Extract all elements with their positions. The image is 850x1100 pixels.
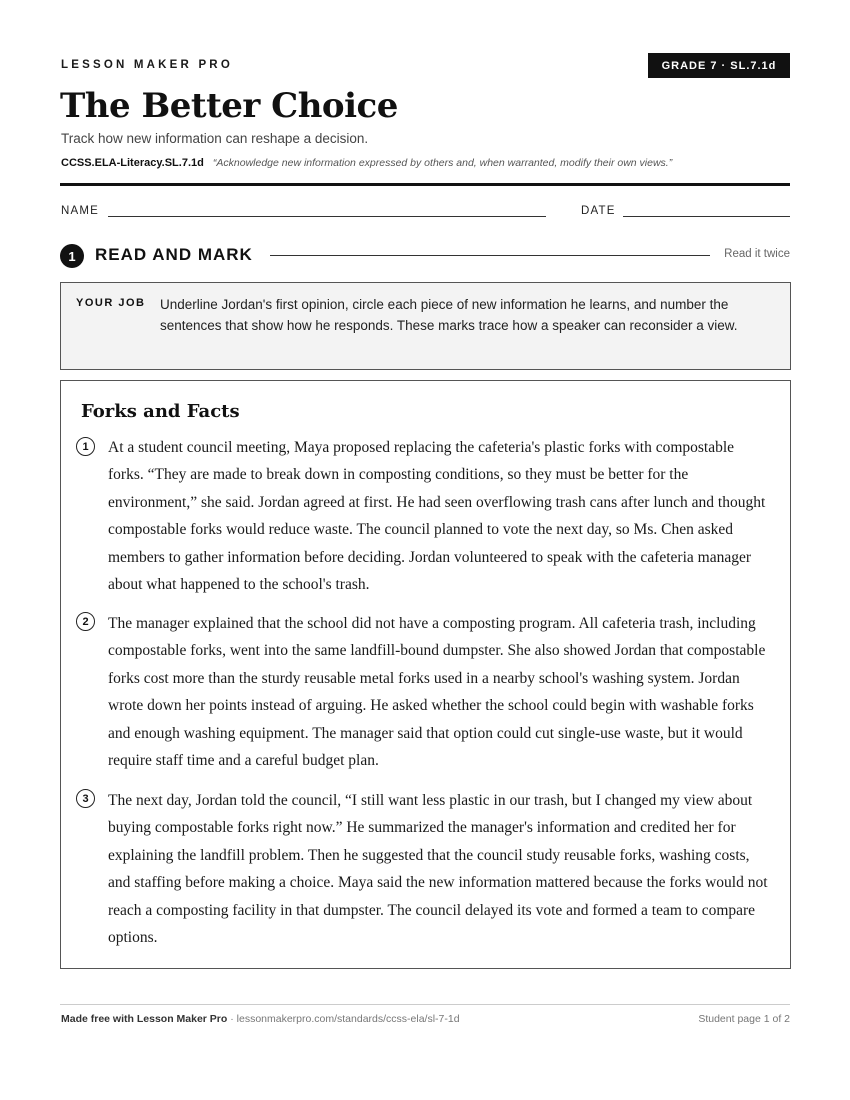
reading-passage: [60, 380, 791, 969]
date-field[interactable]: [623, 216, 790, 217]
paragraph-number: 1: [76, 437, 95, 456]
paragraph-2: The manager explained that the school did not have a composting program. All cafeteria trash, including compostable forks, went into the same landfill-bound dumpster. She also showed Jordan that compostable forks cost more than the sturdy reusable metal forks used in a nearby school's washing system. Jordan wrote down her points instead of arguing. He asked whether the school could begin with washable forks and enough washing equipment. The manager said that option could cut single-use waste, but it would require staff time and a careful budget plan.: [108, 615, 766, 770]
brand-name: LESSON MAKER PRO: [61, 59, 233, 71]
paragraph-number: 2: [76, 612, 95, 631]
paragraph-3: The next day, Jordan told the council, “I still want less plastic in our trash, but I changed my view about buying compostable forks right now.” He summarized the manager's information and credited her for explaining the landfill problem. Then he suggested that the council study reusable forks, washing costs, and staffing before making a choice. Maya said the new information mattered because the forks would not reach a composting facility in that dumpster. The council delayed its vote and formed a team to compare options.: [108, 792, 768, 947]
paragraph-number: 3: [76, 789, 95, 808]
section-note: Read it twice: [724, 248, 790, 260]
standard-text: “Acknowledge new information expressed by others and, when warranted, modify their own views.”: [212, 157, 673, 169]
date-label: DATE: [581, 205, 616, 217]
name-label: NAME: [61, 205, 100, 217]
section-rule: [270, 255, 710, 256]
page-subtitle: Track how new information can reshape a decision.: [61, 131, 369, 146]
page-indicator: Student page 1 of 2: [698, 1013, 790, 1025]
instructions-label: YOUR JOB: [76, 297, 146, 309]
page-title: The Better Choice: [60, 86, 398, 126]
grade-badge: GRADE 7 · SL.7.1d: [648, 53, 790, 78]
footer-divider: [60, 1004, 790, 1005]
standard-code: CCSS.ELA-Literacy.SL.7.1d: [61, 157, 204, 169]
instructions-text: Underline Jordan's first opinion, circle each piece of new information he learns, and number the sentences that show how he responds. These marks trace how a speaker can reconsider a view.: [160, 297, 738, 333]
section-title: READ AND MARK: [95, 245, 253, 264]
footer-made-with: Made free with Lesson Maker Pro: [61, 1013, 228, 1025]
name-field[interactable]: [108, 216, 546, 217]
header-divider: [60, 183, 790, 186]
passage-title: Forks and Facts: [81, 401, 240, 422]
section-number-badge: 1: [60, 244, 84, 268]
footer-url[interactable]: · lessonmakerpro.com/standards/ccss-ela/sl-7-1d: [227, 1013, 460, 1025]
paragraph-1: At a student council meeting, Maya proposed replacing the cafeteria's plastic forks with compostable forks. “They are made to break down in composting conditions, so they must be better for the environment,” she said. Jordan agreed at first. He had seen overflowing trash cans after lunch and thought compostable forks would reduce waste. The council planned to vote the next day, so Ms. Chen asked members to gather information before deciding. Jordan volunteered to speak with the cafeteria manager about what happened to the school's trash.: [108, 439, 766, 594]
standard-line: [61, 157, 672, 169]
section-header: [60, 243, 790, 268]
instructions-box: [60, 282, 791, 370]
footer-credit: [61, 1013, 460, 1025]
